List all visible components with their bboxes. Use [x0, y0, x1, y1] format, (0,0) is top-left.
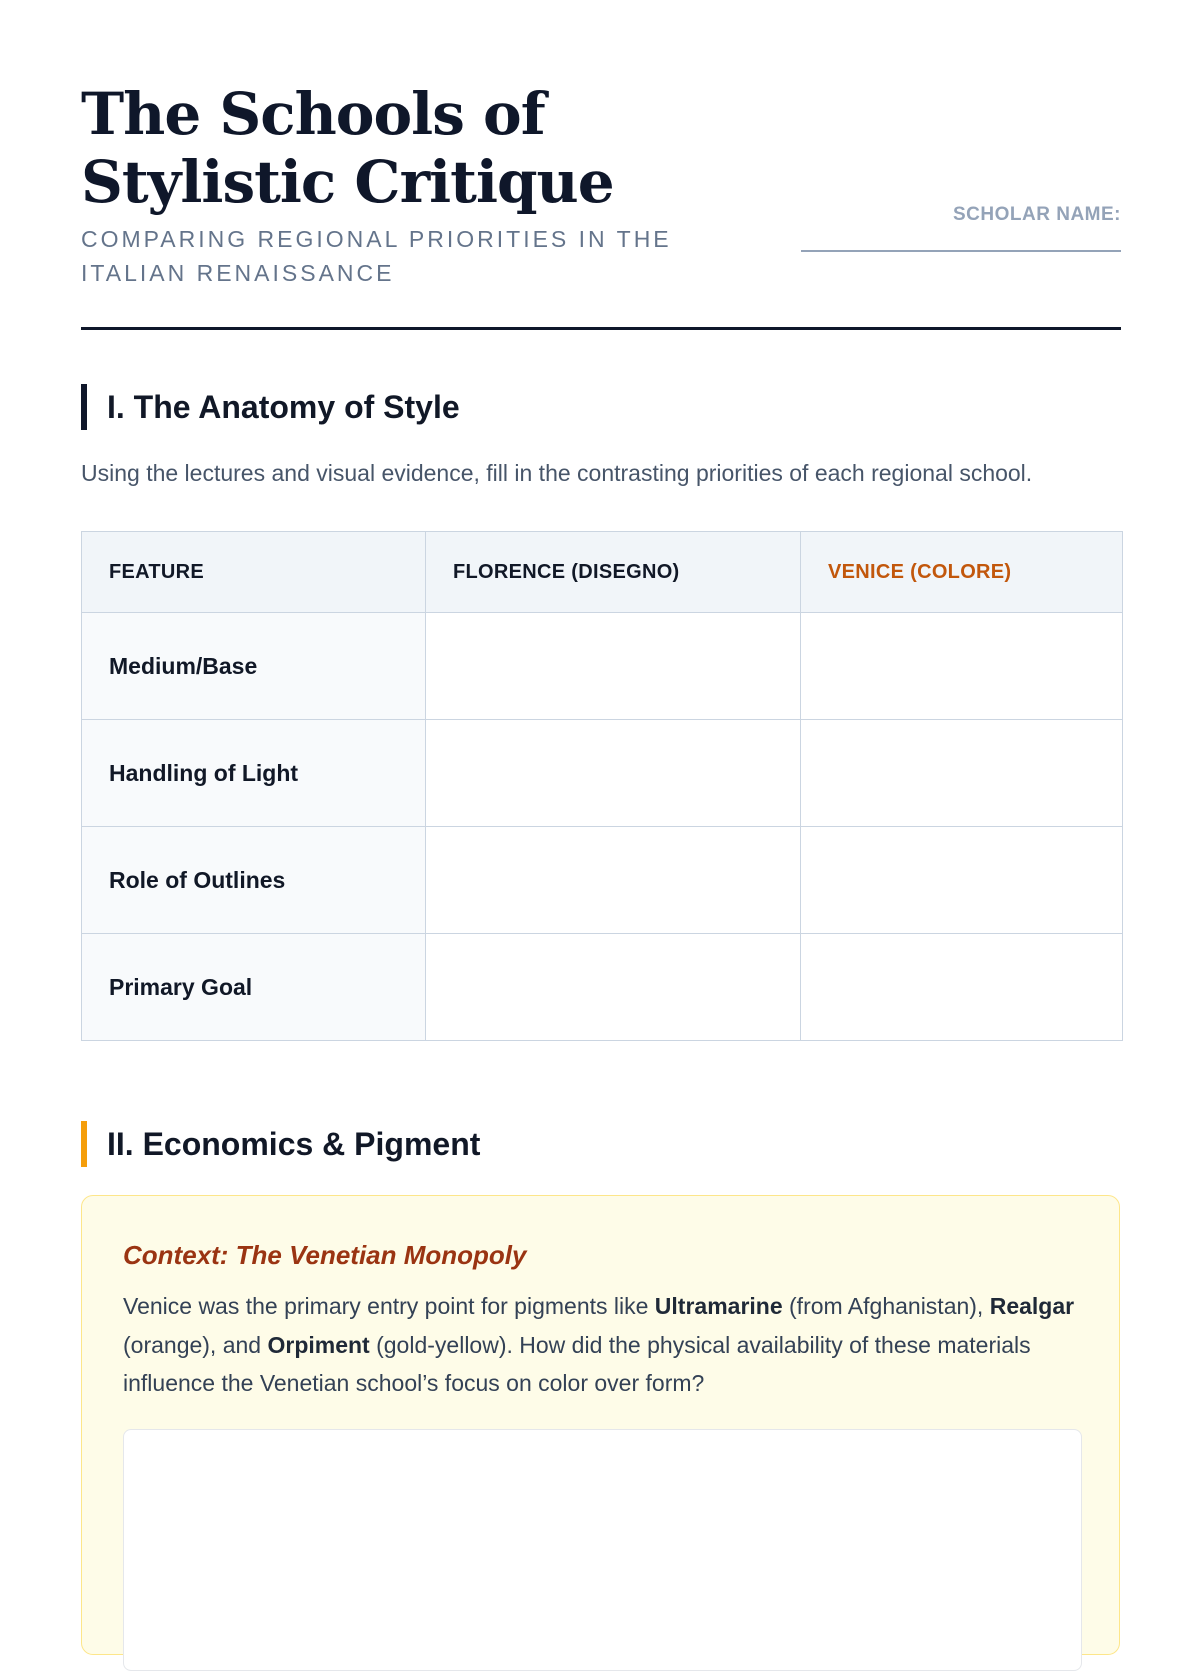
table-row: [82, 720, 1123, 827]
row-label-medium: Medium/Base: [82, 613, 426, 720]
comparison-table: [81, 531, 1123, 1041]
page-subtitle: COMPARING REGIONAL PRIORITIES IN THE ITALIAN RENAISSANCE: [81, 226, 672, 286]
page-title: The Schools of Stylistic Critique: [81, 80, 614, 216]
section-2-title: II. Economics & Pigment: [107, 1126, 481, 1162]
scholar-name-field: [801, 204, 1121, 252]
context-title: Context: The Venetian Monopoly: [123, 1240, 527, 1270]
column-header-feature: FEATURE: [82, 532, 426, 613]
pigment-ultramarine: Ultramarine: [654, 1293, 783, 1319]
table-row: [82, 934, 1123, 1041]
section-accent-bar: [81, 384, 87, 430]
answer-textarea[interactable]: [123, 1429, 1082, 1671]
context-text: Venice was the primary entry point for pigments like: [123, 1293, 655, 1319]
context-text: (orange), and: [123, 1331, 268, 1358]
venice-answer-cell[interactable]: [801, 934, 1123, 1041]
row-label-goal: Primary Goal: [82, 934, 426, 1041]
venice-answer-cell[interactable]: [801, 613, 1123, 720]
table-row: [82, 827, 1123, 934]
section-1-title: I. The Anatomy of Style: [107, 389, 460, 425]
context-text: (from Afghanistan),: [782, 1293, 990, 1319]
pigment-realgar: Realgar: [989, 1293, 1075, 1319]
worksheet-header: [81, 80, 1121, 290]
table-row: [82, 613, 1123, 720]
scholar-name-label: SCHOLAR NAME:: [953, 204, 1121, 225]
section-1-heading: [81, 384, 1121, 430]
pigment-orpiment: Orpiment: [267, 1331, 370, 1358]
row-label-outlines: Role of Outlines: [82, 827, 426, 934]
column-header-florence: FLORENCE (DISEGNO): [426, 532, 801, 613]
section-1-instructions: Using the lectures and visual evidence, fill in the contrasting priorities of each regional school.: [81, 460, 1033, 486]
section-2-heading: [81, 1121, 1121, 1167]
venice-answer-cell[interactable]: [801, 720, 1123, 827]
column-header-venice: VENICE (COLORE): [801, 532, 1123, 613]
section-accent-bar: [81, 1121, 87, 1167]
scholar-name-line[interactable]: [801, 250, 1121, 252]
row-label-light: Handling of Light: [82, 720, 426, 827]
florence-answer-cell[interactable]: [426, 827, 801, 934]
header-divider: [81, 327, 1121, 330]
florence-answer-cell[interactable]: [426, 934, 801, 1041]
venice-answer-cell[interactable]: [801, 827, 1123, 934]
florence-answer-cell[interactable]: [426, 720, 801, 827]
context-box: [81, 1195, 1120, 1655]
florence-answer-cell[interactable]: [426, 613, 801, 720]
context-question: [123, 1287, 1083, 1403]
table-header-row: [82, 532, 1123, 613]
context-text: (gold-yellow). How did the physical availability of these materials influence the Venetian school’s focus on color over form?: [123, 1331, 1031, 1396]
